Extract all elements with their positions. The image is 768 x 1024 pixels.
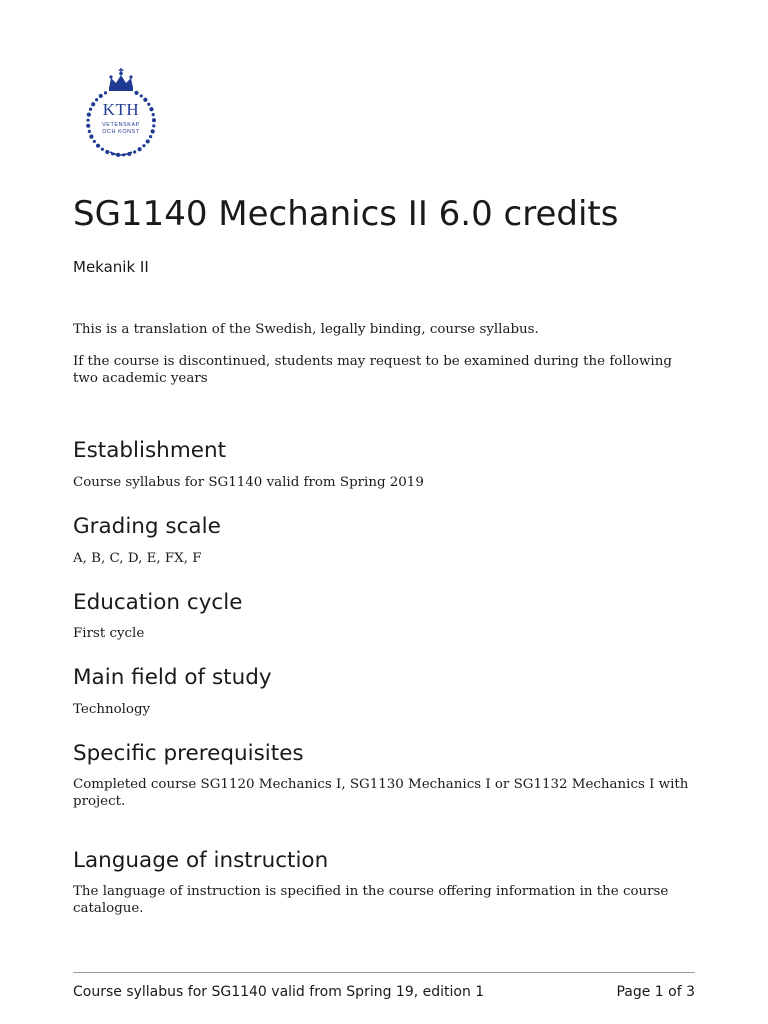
section-heading-main-field: Main field of study [73,665,272,690]
wreath-dot [104,91,107,94]
wreath-dot [134,91,138,95]
translation-note: This is a translation of the Swedish, legally binding, course syllabus. [73,322,539,337]
logo-motto-line-2: OCH KONST [102,129,140,135]
wreath-dot [138,147,142,151]
section-heading-grading-scale: Grading scale [73,514,221,539]
logo-motto-line-1: VETENSKAP [102,122,140,128]
section-body-main-field: Technology [73,702,151,717]
section-heading-language: Language of instruction [73,848,329,873]
wreath-dot [93,140,96,143]
wreath-dot [101,148,104,151]
kth-logo [76,66,166,160]
wreath-dot [140,94,143,97]
wreath-dot [146,139,150,143]
footer-page-number: Page 1 of 3 [616,984,695,1000]
logo-kth-text: KTH [102,100,140,119]
section-heading-establishment: Establishment [73,438,227,463]
wreath-dot [89,135,93,139]
wreath-dot [96,144,100,148]
wreath-dot [99,94,103,98]
section-body-prerequisites: Completed course SG1120 Mechanics I, SG1130 Mechanics I or SG1132 Mechanics I with project. [73,777,689,809]
course-subtitle: Mekanik II [73,258,149,276]
discontinuation-note: If the course is discontinued, students may request to be examined during the following two academic years [73,354,672,386]
wreath-dot [105,150,109,154]
footer-divider [73,972,695,973]
section-body-language: The language of instruction is specified in the course offering information in the course catalogue. [73,884,669,916]
wreath-dot [142,144,145,147]
section-body-education-cycle: First cycle [73,626,145,641]
wreath-dot [149,135,152,138]
footer-syllabus-info: Course syllabus for SG1140 valid from Spring 19, edition 1 [73,984,485,1000]
section-heading-prerequisites: Specific prerequisites [73,741,304,766]
section-body-grading-scale: A, B, C, D, E, FX, F [73,551,202,566]
course-title: SG1140 Mechanics II 6.0 credits [73,194,619,234]
section-body-establishment: Course syllabus for SG1140 valid from Spring 2019 [73,475,424,490]
section-heading-education-cycle: Education cycle [73,590,243,615]
wreath-dot [133,150,136,153]
